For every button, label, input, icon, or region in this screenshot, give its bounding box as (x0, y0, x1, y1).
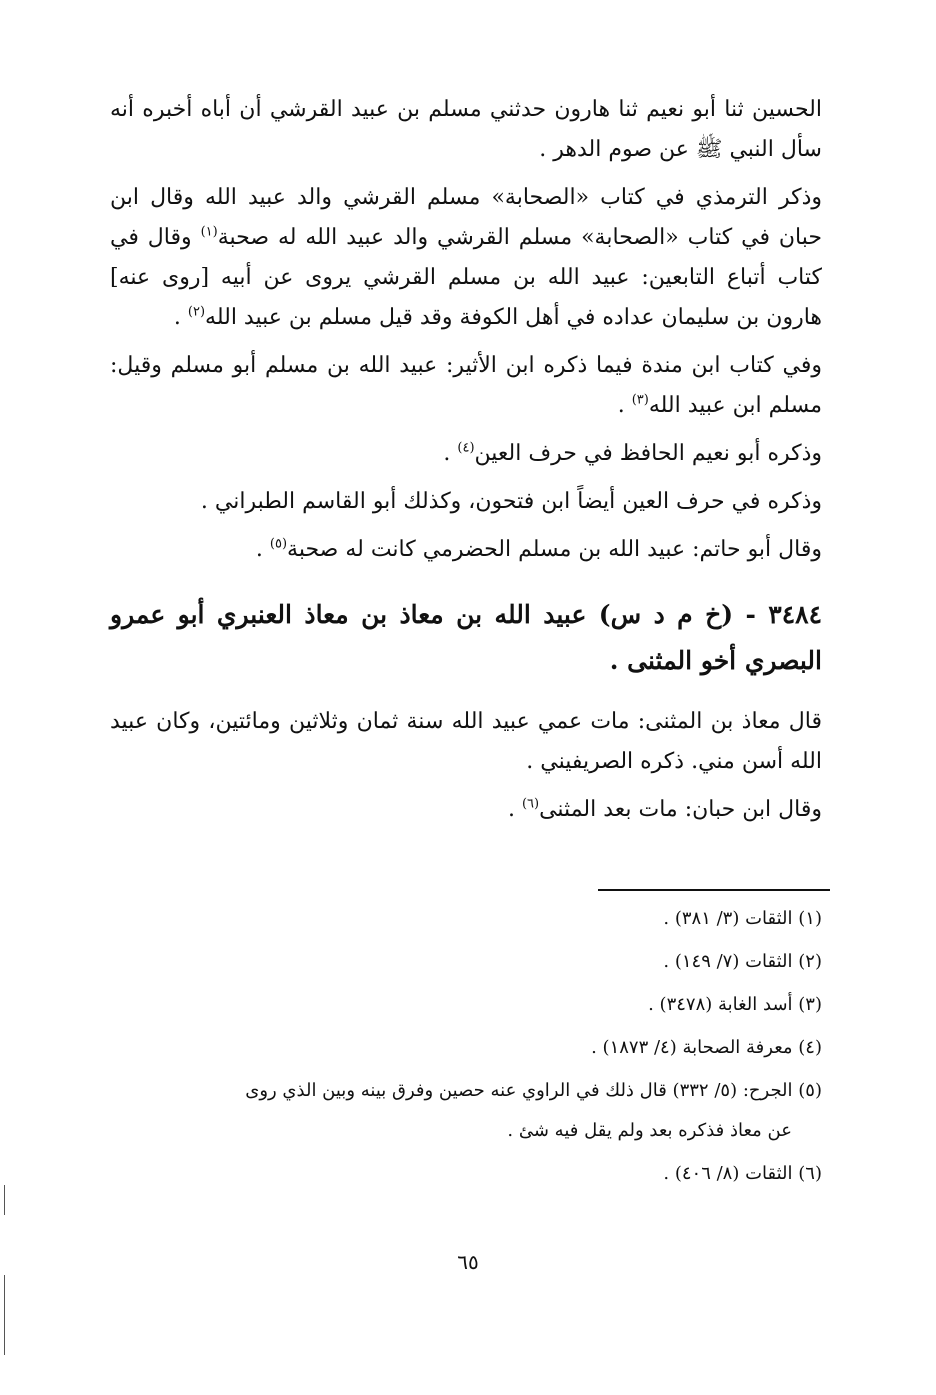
footnote-ref: (٢) (187, 304, 206, 320)
paragraph-text: . (507, 797, 522, 822)
paragraph-abu-nuaym (110, 434, 822, 474)
footnote-continuation: عن معاذ فذكره بعد ولم يقل فيه شئ . (507, 1120, 792, 1141)
paragraph-text: وذكر الترمذي في كتاب «الصحابة» مسلم القرشي والد عبيد الله وقال ابن حبان في كتاب «الصحابة» مسلم القرشي والد عبيد الله له صحبة (110, 185, 822, 250)
paragraph-tirmidhi (110, 178, 822, 338)
page-number: ٦٥ (457, 1250, 479, 1274)
footnote-text: (٥) الجرح: (٥/ ٣٣٢) قال ذلك في الراوي عنه حصين وفرق بينه وبين الذي روى (245, 1080, 822, 1101)
scan-edge-mark (4, 1185, 5, 1215)
footnote: (٣) أسد الغابة (٣٤٧٨) . (648, 994, 822, 1015)
main-text (110, 90, 822, 830)
paragraph-hadith: الحسين ثنا أبو نعيم ثنا هارون حدثني مسلم بن عبيد القرشي أن أباه أخبره أنه سأل النبي ﷺ عن صوم الدهر . (110, 97, 822, 162)
footnote-divider (598, 889, 830, 891)
paragraph-abu-hatim (110, 530, 822, 570)
footnotes (110, 905, 822, 1203)
paragraph-text: وفي كتاب ابن مندة فيما ذكره ابن الأثير: عبيد الله بن مسلم أبو مسلم وقيل: مسلم ابن عبيد الله (110, 353, 822, 418)
paragraph-text: . (255, 537, 270, 562)
footnote-ref: (٥) (269, 536, 288, 552)
footnote-ref: (٣) (631, 392, 649, 408)
paragraph-muadh: قال معاذ بن المثنى: مات عمي عبيد الله سنة ثمان وثلاثين ومائتين، وكان عبيد الله أسن مني. ذكره الصريفيني . (110, 709, 822, 774)
paragraph-text: . (443, 441, 458, 466)
paragraph-text: وقال ابن حبان: مات بعد المثنى (539, 797, 822, 822)
footnote: (٢) الثقات (٧/ ١٤٩) . (663, 951, 822, 972)
footnote (110, 1077, 822, 1145)
footnote: (١) الثقات (٣/ ٣٨١) . (663, 908, 822, 929)
entry-heading: ٣٤٨٤ - (خ م د س) عبيد الله بن معاذ بن معاذ العنبري أبو عمرو البصري أخو المثنى . (110, 600, 822, 675)
footnote-ref: (٦) (521, 796, 540, 812)
paragraph-ibn-fathun: وذكره في حرف العين أيضاً ابن فتحون، وكذلك أبو القاسم الطبراني . (200, 489, 822, 514)
paragraph-ibn-mandah (110, 346, 822, 426)
footnote-ref: (٤) (457, 440, 475, 456)
paragraph-text: . (617, 393, 632, 418)
paragraph-text: وذكره أبو نعيم الحافظ في حرف العين (474, 441, 822, 466)
footnote: (٦) الثقات (٨/ ٤٠٦) . (663, 1163, 822, 1184)
paragraph-ibn-hibban (110, 790, 822, 830)
paragraph-text: وقال أبو حاتم: عبيد الله بن مسلم الحضرمي كانت له صحبة (287, 537, 822, 562)
footnote: (٤) معرفة الصحابة (٤/ ١٨٧٣) . (591, 1037, 822, 1058)
paragraph-text: . (173, 305, 188, 330)
scan-edge-mark (4, 1275, 5, 1355)
footnote-ref: (١) (200, 224, 218, 240)
paragraph-text: وقال في كتاب أتباع التابعين: عبيد الله بن مسلم القرشي يروى عن أبيه [روى عنه] هارون بن سليمان عداده في أهل الكوفة وقد قيل مسلم بن عبيد الله (110, 225, 822, 330)
